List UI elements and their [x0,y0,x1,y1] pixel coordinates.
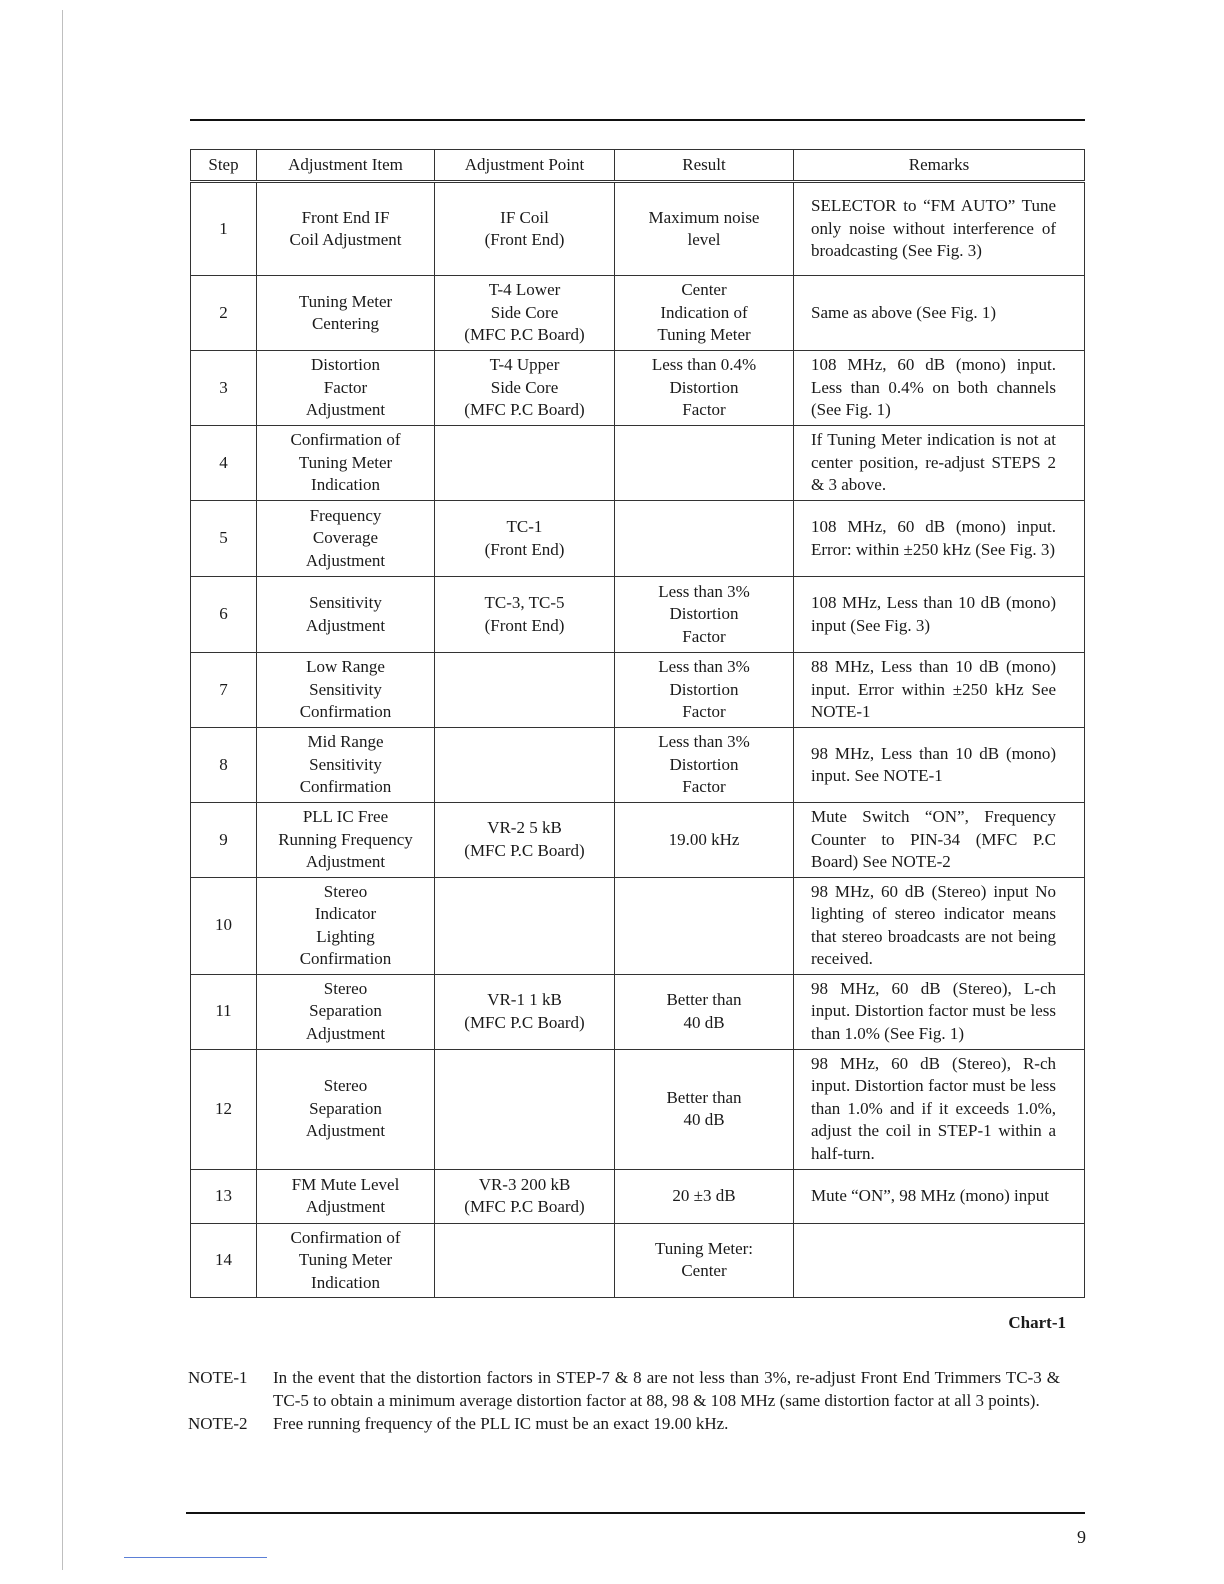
cell-result: Better than 40 dB [615,974,794,1049]
cell-step: 6 [191,577,257,653]
note-text: Free running frequency of the PLL IC must be an exact 19.00 kHz. [273,1414,729,1433]
header-remarks: Remarks [794,150,1085,182]
cell-step: 1 [191,182,257,276]
cell-adjustment-point: VR-2 5 kB (MFC P.C Board) [435,803,615,878]
cell-remarks: Mute Switch “ON”, Frequency Counter to PIN-34 (MFC P.C Board) See NOTE-2 [794,803,1085,878]
cell-result: Maximum noise level [615,182,794,276]
cell-adjustment-item: Confirmation of Tuning Meter Indication [257,426,435,501]
header-adjustment-item: Adjustment Item [257,150,435,182]
table-row [191,877,1085,974]
cell-remarks: 98 MHz, 60 dB (Stereo), L-ch input. Distortion factor must be less than 1.0% (See Fig. 1) [794,974,1085,1049]
cell-remarks: 98 MHz, 60 dB (Stereo) input No lighting of stereo indicator means that stereo broadcasts are not being received. [794,877,1085,974]
bottom-rule [186,1512,1085,1514]
cell-step: 12 [191,1049,257,1169]
cell-adjustment-item: Frequency Coverage Adjustment [257,501,435,577]
cell-result: Less than 0.4% Distortion Factor [615,351,794,426]
cell-adjustment-item: Distortion Factor Adjustment [257,351,435,426]
cell-adjustment-item: PLL IC Free Running Frequency Adjustment [257,803,435,878]
cell-adjustment-point: IF Coil (Front End) [435,182,615,276]
cell-result [615,501,794,577]
footer-mark [124,1557,267,1558]
table-row [191,974,1085,1049]
cell-adjustment-point: TC-1 (Front End) [435,501,615,577]
header-adjustment-point: Adjustment Point [435,150,615,182]
notes [188,1366,1060,1435]
cell-step: 4 [191,426,257,501]
cell-step: 11 [191,974,257,1049]
cell-step: 10 [191,877,257,974]
page-binding-edge [62,10,63,1570]
table-row [191,276,1085,351]
cell-result: 19.00 kHz [615,803,794,878]
cell-adjustment-item: FM Mute Level Adjustment [257,1169,435,1223]
table-row [191,1049,1085,1169]
cell-step: 3 [191,351,257,426]
chart-caption: Chart-1 [1008,1313,1066,1332]
cell-remarks: 108 MHz, Less than 10 dB (mono) input (See Fig. 3) [794,577,1085,653]
cell-adjustment-point [435,1049,615,1169]
cell-step: 2 [191,276,257,351]
cell-result: Center Indication of Tuning Meter [615,276,794,351]
cell-adjustment-point: T-4 Upper Side Core (MFC P.C Board) [435,351,615,426]
cell-result: 20 ±3 dB [615,1169,794,1223]
cell-adjustment-item: Stereo Separation Adjustment [257,1049,435,1169]
table-row [191,728,1085,803]
header-result: Result [615,150,794,182]
note-label: NOTE-2 [188,1414,248,1433]
table-row [191,653,1085,728]
cell-result: Tuning Meter: Center [615,1223,794,1298]
cell-result: Less than 3% Distortion Factor [615,653,794,728]
cell-adjustment-point [435,877,615,974]
note-1 [188,1366,1060,1412]
cell-result: Less than 3% Distortion Factor [615,577,794,653]
top-rule [190,119,1085,121]
table-row [191,501,1085,577]
cell-remarks: SELECTOR to “FM AUTO” Tune only noise without interference of broadcasting (See Fig. 3) [794,182,1085,276]
cell-adjustment-point: TC-3, TC-5 (Front End) [435,577,615,653]
adjustment-table [190,149,1085,1298]
table-body [191,182,1085,1298]
cell-remarks: 98 MHz, 60 dB (Stereo), R-ch input. Distortion factor must be less than 1.0% and if it exceeds 1.0%, adjust the coil in STEP-1 within a half-turn. [794,1049,1085,1169]
cell-remarks: If Tuning Meter indication is not at center position, re-adjust STEPS 2 & 3 above. [794,426,1085,501]
cell-result: Less than 3% Distortion Factor [615,728,794,803]
cell-adjustment-item: Mid Range Sensitivity Confirmation [257,728,435,803]
cell-adjustment-point: VR-1 1 kB (MFC P.C Board) [435,974,615,1049]
cell-step: 5 [191,501,257,577]
cell-adjustment-point: VR-3 200 kB (MFC P.C Board) [435,1169,615,1223]
cell-remarks: 88 MHz, Less than 10 dB (mono) input. Error within ±250 kHz See NOTE-1 [794,653,1085,728]
header-step: Step [191,150,257,182]
cell-step: 14 [191,1223,257,1298]
cell-adjustment-point [435,426,615,501]
cell-remarks: Mute “ON”, 98 MHz (mono) input [794,1169,1085,1223]
cell-adjustment-point [435,653,615,728]
cell-result: Better than 40 dB [615,1049,794,1169]
cell-remarks: 98 MHz, Less than 10 dB (mono) input. See NOTE-1 [794,728,1085,803]
table-row [191,182,1085,276]
cell-adjustment-point [435,1223,615,1298]
table-row [191,426,1085,501]
page-number: 9 [1077,1527,1086,1547]
cell-step: 9 [191,803,257,878]
cell-remarks: 108 MHz, 60 dB (mono) input. Less than 0.4% on both channels (See Fig. 1) [794,351,1085,426]
cell-remarks: Same as above (See Fig. 1) [794,276,1085,351]
note-2 [188,1412,1060,1435]
cell-adjustment-item: Sensitivity Adjustment [257,577,435,653]
cell-adjustment-item: Confirmation of Tuning Meter Indication [257,1223,435,1298]
cell-step: 8 [191,728,257,803]
table-row [191,577,1085,653]
cell-adjustment-item: Low Range Sensitivity Confirmation [257,653,435,728]
cell-remarks [794,1223,1085,1298]
cell-result [615,877,794,974]
table-row [191,1223,1085,1298]
table-row [191,351,1085,426]
cell-remarks: 108 MHz, 60 dB (mono) input. Error: within ±250 kHz (See Fig. 3) [794,501,1085,577]
cell-adjustment-item: Tuning Meter Centering [257,276,435,351]
cell-step: 7 [191,653,257,728]
cell-adjustment-point: T-4 Lower Side Core (MFC P.C Board) [435,276,615,351]
table-row [191,1169,1085,1223]
cell-step: 13 [191,1169,257,1223]
table-header-row [191,150,1085,182]
cell-adjustment-point [435,728,615,803]
cell-adjustment-item: Stereo Separation Adjustment [257,974,435,1049]
cell-adjustment-item: Stereo Indicator Lighting Confirmation [257,877,435,974]
note-text: In the event that the distortion factors in STEP-7 & 8 are not less than 3%, re-adjust Front End Trimmers TC-3 & TC-5 to obtain a minimum average distortion factor at 88, 98 & 108 MHz (same distortion factor at all 3 points). [273,1368,1060,1410]
cell-adjustment-item: Front End IF Coil Adjustment [257,182,435,276]
cell-result [615,426,794,501]
table-row [191,803,1085,878]
note-label: NOTE-1 [188,1368,248,1387]
